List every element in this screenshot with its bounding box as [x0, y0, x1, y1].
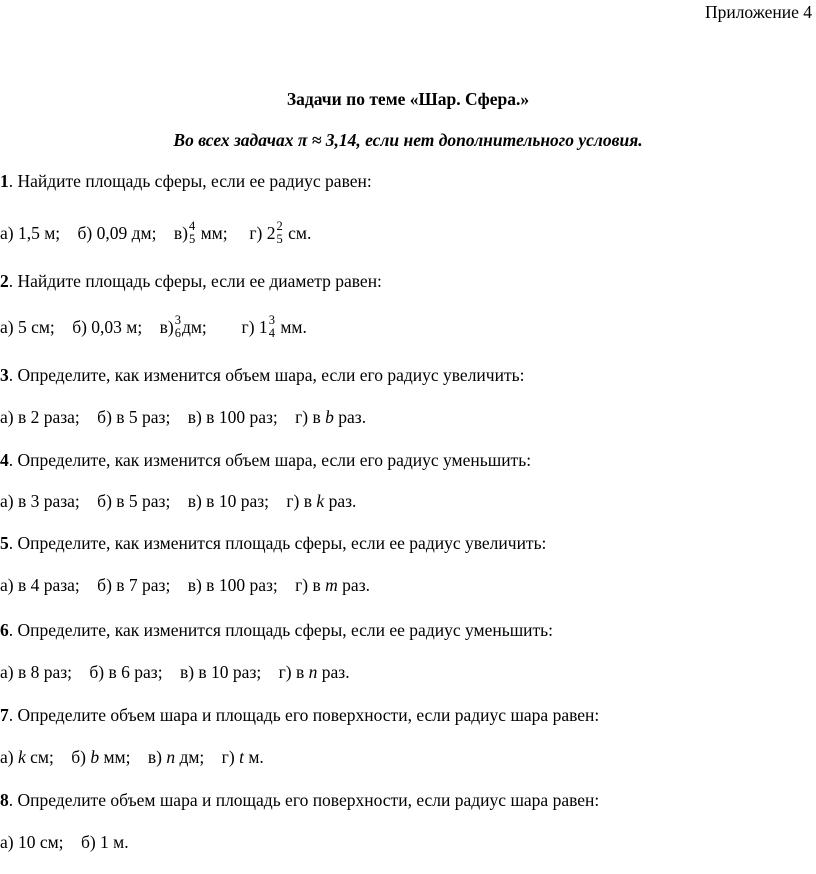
option-g: г) 2 2 5 см.	[249, 219, 312, 246]
option-b: б) в 7 раз;	[97, 575, 171, 595]
option-v: в) в 100 раз;	[187, 575, 278, 595]
problem-8-answers	[0, 832, 129, 853]
option-v: в) 4 5 мм;	[173, 219, 228, 246]
option-b: б) в 5 раз;	[97, 491, 171, 511]
problem-text: . Определите, как изменится объем шара, если его радиус увеличить:	[8, 365, 525, 385]
problem-1	[0, 171, 372, 192]
option-a: а) 1,5 м;	[0, 223, 61, 244]
option-v: в) n дм;	[147, 747, 205, 767]
problem-number: 4	[0, 450, 9, 470]
option-b: б) b мм;	[71, 747, 131, 767]
problem-number: 7	[0, 705, 9, 725]
fraction: 3 4	[268, 313, 275, 340]
problem-text: . Определите, как изменится объем шара, если его радиус уменьшить:	[8, 450, 532, 470]
option-a: а) в 3 раза;	[0, 491, 80, 511]
problem-6	[0, 620, 553, 641]
fraction: 4 5	[188, 219, 196, 246]
problem-text: . Найдите площадь сферы, если ее диаметр равен:	[8, 271, 382, 291]
option-v: в) 3 6 дм;	[159, 313, 207, 340]
problem-number: 1	[0, 171, 9, 191]
page-title: Задачи по теме «Шар. Сфера.»	[286, 89, 530, 109]
problem-3-answers	[0, 407, 366, 428]
problem-text: . Определите объем шара и площадь его поверхности, если радиус шара равен:	[8, 790, 600, 810]
option-v: в) в 10 раз;	[187, 491, 269, 511]
option-v: в) в 10 раз;	[179, 662, 262, 682]
problem-4-answers	[0, 491, 356, 512]
problem-number: 2	[0, 271, 9, 291]
option-g: г) в k раз.	[286, 491, 357, 511]
appendix-label: Приложение 4	[704, 2, 812, 22]
option-g: г) в m раз.	[295, 575, 370, 595]
option-a: а) в 2 раза;	[0, 407, 80, 427]
problem-1-answers	[0, 219, 312, 248]
problem-7	[0, 705, 599, 726]
option-a: а) k см;	[0, 747, 54, 767]
problem-number: 8	[0, 790, 9, 810]
problem-8	[0, 790, 599, 811]
page-subtitle: Во всех задачах π ≈ 3,14, если нет дополнительного условия.	[173, 130, 643, 150]
problem-number: 3	[0, 365, 9, 385]
problem-text: . Определите, как изменится площадь сферы, если ее радиус уменьшить:	[8, 620, 554, 640]
problem-3	[0, 365, 524, 386]
problem-text: . Определите, как изменится площадь сферы, если ее радиус увеличить:	[8, 533, 547, 553]
option-a: а) 5 см;	[0, 317, 55, 338]
fraction: 2 5	[276, 219, 283, 246]
problem-5	[0, 533, 546, 554]
problem-2-answers	[0, 313, 307, 342]
option-a: а) 10 см;	[0, 832, 64, 852]
option-g: г) в n раз.	[278, 662, 350, 682]
problem-6-answers	[0, 662, 350, 683]
option-b: б) 0,03 м;	[72, 317, 143, 338]
option-g: г) 1 3 4 мм.	[241, 313, 307, 340]
problem-text: . Определите объем шара и площадь его поверхности, если радиус шара равен:	[8, 705, 600, 725]
option-a: а) в 8 раз;	[0, 662, 73, 682]
option-a: а) в 4 раза;	[0, 575, 80, 595]
option-b: б) в 6 раз;	[89, 662, 163, 682]
problem-5-answers	[0, 575, 370, 596]
problem-text: . Найдите площадь сферы, если ее радиус равен:	[8, 171, 372, 191]
problem-2	[0, 271, 382, 292]
option-g: г) t м.	[221, 747, 264, 767]
fraction: 3 6	[174, 313, 181, 340]
option-g: г) в b раз.	[295, 407, 367, 427]
problem-4	[0, 450, 531, 471]
option-b: б) 1 м.	[80, 832, 129, 852]
problem-number: 5	[0, 533, 9, 553]
option-b: б) в 5 раз;	[97, 407, 171, 427]
option-b: б) 0,09 дм;	[77, 223, 157, 244]
option-v: в) в 100 раз;	[187, 407, 278, 427]
problem-number: 6	[0, 620, 9, 640]
problem-7-answers	[0, 747, 264, 768]
